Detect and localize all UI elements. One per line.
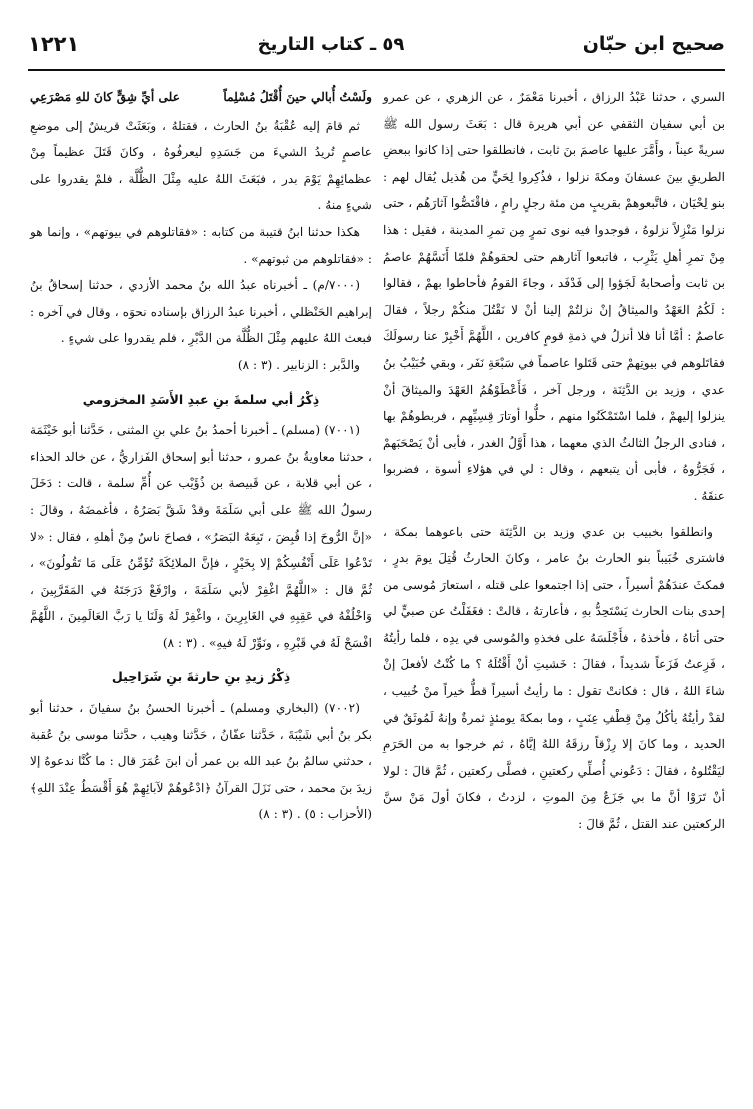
hadith-entry: (٧٠٠١) (مسلم) ـ أخبرنا أحمدُ بنُ علي بنِ المثنى ، حَدَّثنا أبو خَيْثَمَة ، حدثنا معاويةُ بنُ عمرو ، حدثنا أبو إسحاق الفَزاريُّ ، عن خالد الحذاء ، عن أبي قلابة ، عن قَبيصة بن ذُؤَيْب عن أُمِّ سلمة ، قالت : دَخَلَ رسولُ الله ﷺ على أبي سَلَمَةَ وقدْ شَقَّ بَصَرُهُ ، فأغمضَهُ ، وقالَ : «إنَّ الرُّوحَ إذا قُبِضَ ، تَبِعَهُ البَصَرُ» ، فصاحَ ناسٌ مِنْ أهلهِ ، فقال : «لا تَدْعُوا عَلَى أَنْفُسِكُمْ إلا بِخَيْرٍ ، فإنَّ الملائِكَةَ تُؤَمِّنُ عَلَى مَا تَقُولُونَ» ، ثُمَّ قال : «اللَّهُمَّ اغْفِرْ لأبي سَلَمَةَ ، وارْفَعْ دَرَجَتَهُ في المَقَرَّبِينَ ، وَاخْلُفْهُ في عَقِبِهِ في الغَابِرِينَ ، واغْفِرْ لَهُ وَلَنَا يا رَبَّ العَالَمِينَ ، اللَّهُمَّ افْسَحْ لَهُ في قَبْرِهِ ، ونَوِّرْ لَهُ فيهِ» . (٣ : ٨) xyxy=(30,423,372,650)
chapter-title: ٥٩ ـ كتاب التاريخ xyxy=(257,33,405,55)
hadith-text: السري ، حدثنا عَبْدُ الرزاق ، أخبرنا مَعْمَرٌ ، عن الزهري ، عن عمرو بن أبي سفيان الثقفي عن أبي هريرة قال : بَعَثَ رسول الله ﷺ سريةً عيناً ، وأَمَّرَ عليها عاصمَ بنَ ثابت ، فانطلقوا حتى إذا كانوا ببعضِ الطريقِ بينَ عسفانَ ومكةَ نزلوا ، فذُكِروا لِحَيٍّ من هُذيل يُقال لهم : بنو لِحْيَان ، فاتَّبعوهمْ بقريبٍ من مئة رجلٍ رامٍ ، فاقْتَصُّوا آثارَهُم ، حتى نزلوا مَنْزِلاً نزلوهُ ، فوجدوا فيه نوى تمرٍ مِن تمرِ المدينة ، فقيل : هذا مِنْ تمرِ أهلِ يَثْرِب ، فاتبعوا آثارهم حتى لحقوهُمْ فلمّا أَنَسَّهُمْ عاصمُ بن ثابت وأصحابهُ لَجَؤوا إلى فَدْفَد ، وجاءَ القومُ فأحاطوا بهمْ ، فقالوا : لَكُمُ العَهْدُ والميثاقُ إنْ نزلتُمْ إلينا أنْ لا نَقْتُلَ منكُمْ رجلاً ، فقالَ عاصمٌ : أمَّا أنا فلا أنزلُ في ذمةِ قومٍ كافرين ، اللَّهُمَّ أَخْبِرْ عنا رسولَكَ فقاتَلوهم في بيوتِهمْ حتى قَتَلوا عاصماً في سَبْعَةِ نَفَر ، وبقي خُبَيْبُ بنُ عدي ، وزيد بن الدَّثِنَة ، ورجل آخر ، فَأَعْطَوْهُمُ العَهْدَ والميثاقَ أنْ ينزلوا إليهمْ ، فلما اسْتَمْكَنُوا منهم ، حلُّوا أوتارَ قِسِيِّهِم ، فربطوهُمْ بها ، فنادى الرجلُ الثالثُ الذي معهما ، هذا أَوَّلُ الغدر ، فأبى أنْ يَصْحَبَهمْ ، فَجَرُّوهُ ، فأبى أن يتبعهم ، وقال : لي في هؤلاءِ أسوة ، فضربوا عنقَهُ . xyxy=(382,90,725,503)
verse-first-hemistich: ولَسْتُ أُبالي حينَ أُقْتَلُ مُسْلِماً xyxy=(223,90,372,104)
hadith-entry: (٧٠٠٠/م) ـ أخبرناه عبدُ الله بنُ محمد الأزدي ، حدثنا إسحاقُ بنُ إبراهيم الحَنْظلي ، أخبرنا عبدُ الرزاق بإسناده نحوَه ، وقال في آخره : فبعث اللهُ عليهم مِثْلَ الظُّلَّة من الدَّبْرِ ، فلم يقدروا على شيءٍ . xyxy=(30,278,372,346)
right-column xyxy=(383,84,725,838)
glossary-note: والدَّبر : الزنابير . (٣ : ٨) xyxy=(237,357,360,372)
hadith-entry: (٧٠٠٢) (البخاري ومسلم) ـ أخبرنا الحسنُ بنُ سفيانَ ، حدثنا أبو بكر بنُ أبي شَيْبَةَ ، حَدَّثنا عفّانُ ، حَدَّثنا وهيب ، حدَّثنا موسى بنُ عُقبة ، حدثني سالمُ بنُ عبد الله بن عمر أن ابنَ عُمَرَ قال : ما كُنَّا ندعوهُ إلا زيدَ بنَ محمد ، حتى نَزَلَ القرآنُ ﴿ادْعُوهُمْ لآبائِهِمْ هُوَ أَقْسَطُ عِنْدَ اللهِ﴾ (الأحزاب : ٥) . (٣ : ٨) xyxy=(30,701,372,822)
paragraph: هكذا حدثنا ابنُ قتيبة من كتابه : «فقاتلوهم في بيوتهم» ، وإنما هو : «فقاتلوهم من ثبوتهم» . xyxy=(30,224,372,266)
header-rule xyxy=(28,69,725,71)
book-title: صحيح ابن حبّان xyxy=(582,33,725,55)
section-title: ذِكْرُ أبي سلمةَ بنِ عبدِ الأَسَدِ المخزومي xyxy=(82,391,320,407)
section-title: ذِكْرُ زيدِ بنِ حارثةَ بنِ شَرَاحِيل xyxy=(111,669,291,685)
paragraph: ثم قامَ إليه عُقْبَةُ بنُ الحارث ، فقتلهُ ، وبَعَثَتْ قريشٌ إلى موضعِ عاصمٍ تُريدُ الشيءَ من جَسَدِهِ ليعرفُوهُ ، وكانَ قَتَلَ عظيماً مِنْ عظمائِهِمْ يَوْمَ بدر ، فبَعَثَ اللهُ عليه مِثْلَ الظُّلَّة ، فلمْ يقدروا على شيءٍ منهُ . xyxy=(30,118,372,213)
poetry-verse xyxy=(30,84,372,111)
hadith-text-continued: وانطلقوا بخبيب بن عدي وزيد بن الدَّثِنَة حتى باعوهما بمكة ، فاشترى خُبَيباً بنو الحارث بنُ عامر ، وكانَ الحارثُ قُتِلَ يومَ بدرٍ ، فمكثَ عندَهُمْ أسيراً ، حتى إذا اجتمعوا على قتله ، استعارَ مُوسى من إحدى بنات الحارث يَسْتَحِدُّ بهِ ، فأعارتهُ ، قالتْ : فغَفَلْتُ عن صبيٍّ لي حتى أتاهُ ، فأخذهُ ، فأَجْلَسَهُ على فخذهِ والمُوسى في يدِه ، فلما رأيتُهُ ، فَزِعتُ فَزَعاً شديداً ، فقالَ : خَشيتِ أنْ أَقْتُلَهُ ؟ ما كُنْتُ لأفعلَ إنْ شاءَ اللهُ ، قال : فكانتْ تقول : ما رأيتُ أسيراً قطُّ خيراً منْ خُبيب ، لقدْ رأيتُهُ يأكُلُ مِنْ قِطْفِ عِنَبٍ ، وما بمكةَ يومئذٍ ثمرةٌ وإنهُ لَمُوثَقٌ في الحديد ، وما كانَ إلا رِزْقاً رزقَهُ اللهُ إيَّاهُ ، ثم خرجوا به من الحَرَمِ ليَقْتُلوهُ ، فقالَ : دَعُوني أُصلِّي ركعتينِ ، فصلَّى ركعتين ، ثُمَّ قالَ : لولا أنْ تَرَوْا أنَّ ما بي جَزَعٌ مِنَ الموتِ ، لزدتُ ، فكانَ أولَ مَنْ سنَّ الركعتين عند القتل ، ثُمَّ قالَ : xyxy=(383,524,725,832)
left-column xyxy=(30,84,372,828)
verse-second-hemistich: على أيِّ شِقٍّ كانَ للهِ مَصْرَعِي xyxy=(30,90,180,104)
page-number: ١٢٢١ xyxy=(28,32,80,56)
page-header xyxy=(28,22,725,66)
